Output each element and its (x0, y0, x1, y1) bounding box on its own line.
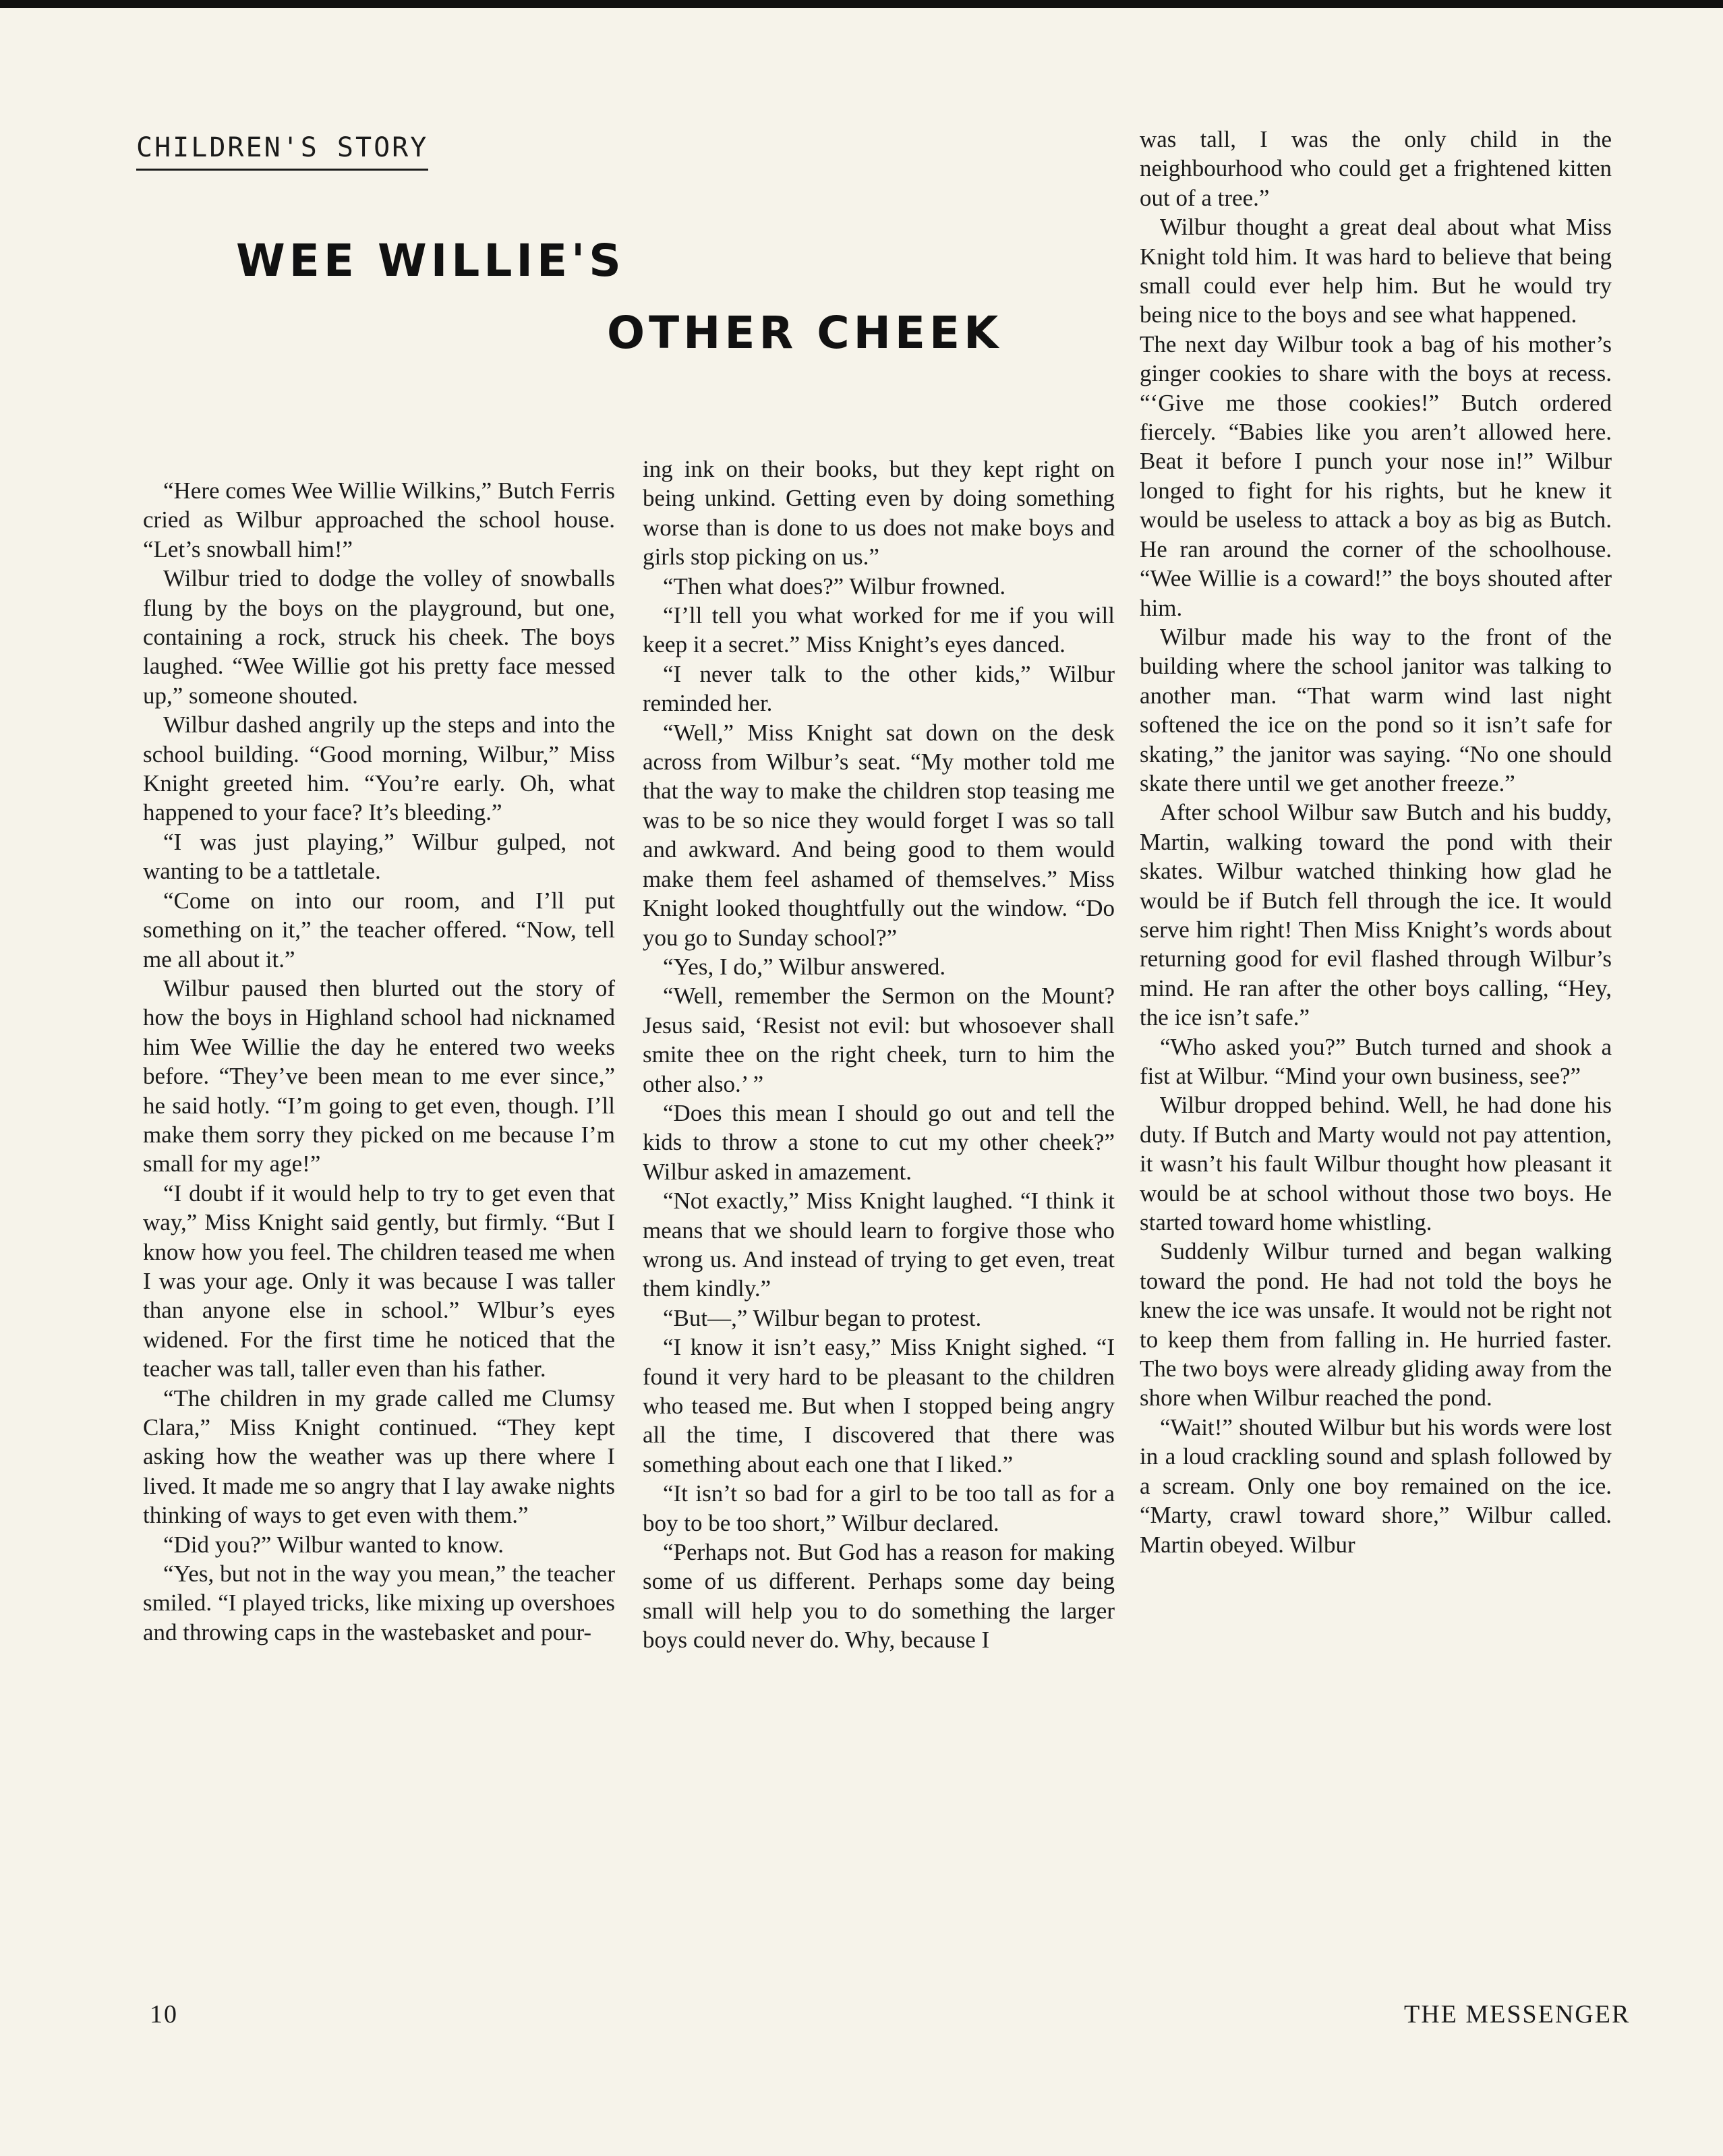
paragraph: “But—,” Wilbur began to protest. (663, 1304, 982, 1331)
paragraph: “Well, remember the Sermon on the Mount? Jesus said, ‘Resist not evil: but whosoever shall smite thee on the right cheek, turn to him the other also.’ ” (643, 983, 1115, 1097)
paragraph: The next day Wilbur took a bag of his mother’s ginger cookies to share with the boys at recess. “‘Give me those cookies!” Butch ordered fiercely. “Babies like you aren’t allowed here. Beat it before I punch your nose in!” Wilbur longed to fight for his rights, but he knew it would be useless to attack a boy as big as Butch. He ran around the corner of the schoolhouse. “Wee Willie is a coward!” the boys shouted after him. (1140, 330, 1612, 621)
page-number: 10 (150, 2000, 178, 2029)
section-label: CHILDREN'S STORY (136, 132, 428, 171)
story-title-line-1: WEE WILLIE'S (236, 235, 625, 287)
paragraph: Suddenly Wilbur turned and began walking toward the pond. He had not told the boys he knew the ice was unsafe. It would not be right not to keep them from falling in. He hurried faster. The two boys were already gliding away from the shore when Wilbur reached the pond. (1140, 1238, 1612, 1411)
paragraph: “I doubt if it would help to try to get even that way,” Miss Knight said gently, but firmly. “But I know how you feel. The children teased me when I was your age. Only it was because I was taller than anyone else in school.” Wlbur’s eyes widened. For the first time he noticed that the teacher was tall, taller even than his father. (143, 1179, 615, 1382)
paragraph: “Does this mean I should go out and tell the kids to throw a stone to cut my other cheek?” Wilbur asked in amazement. (643, 1099, 1115, 1185)
paragraph: Wilbur paused then blurted out the story of how the boys in Highland school had nicknamed him Wee Willie the day he entered two weeks before. “They’ve been mean to me ever since,” he said hotly. “I’m going to get even, though. I’ll make them sorry they picked on me because I’m small for my age!” (143, 974, 615, 1177)
paragraph: “Here comes Wee Willie Wilkins,” Butch Ferris cried as Wilbur approached the school house. “Let’s snowball him!” (143, 477, 615, 562)
story-title-line-2: OTHER CHEEK (607, 307, 1003, 359)
top-edge-rule (0, 0, 1723, 8)
paragraph: “I never talk to the other kids,” Wilbur reminded her. (643, 660, 1115, 717)
story-column-3 (1140, 125, 1612, 1559)
publication-name: THE MESSENGER (1404, 2000, 1631, 2029)
paragraph: “Then what does?” Wilbur frowned. (663, 573, 1006, 600)
paragraph: “Who asked you?” Butch turned and shook a fist at Wilbur. “Mind your own business, see?” (1140, 1033, 1612, 1089)
paragraph: “The children in my grade called me Clumsy Clara,” Miss Knight continued. “They kept asking how the weather was up there where I lived. It made me so angry that I lay awake nights thinking of ways to get even with them.” (143, 1385, 615, 1529)
paragraph: “Yes, I do,” Wilbur answered. (663, 953, 946, 980)
paragraph: “Not exactly,” Miss Knight laughed. “I think it means that we should learn to forgive those who wrong us. And instead of trying to get even, treat them kindly.” (643, 1188, 1115, 1302)
paragraph: “It isn’t so bad for a girl to be too tall as for a boy to be too short,” Wilbur declared. (643, 1480, 1115, 1536)
paragraph-continued: ing ink on their books, but they kept right on being unkind. Getting even by doing something worse than is done to us does not make boys and girls stop picking on us.” (643, 456, 1115, 571)
paragraph: “I was just playing,” Wilbur gulped, not wanting to be a tattletale. (143, 828, 615, 885)
paragraph: Wilbur thought a great deal about what Miss Knight told him. It was hard to believe that being small could ever help him. But he would try being nice to the boys and see what happened. (1140, 214, 1612, 328)
paragraph: “I know it isn’t easy,” Miss Knight sighed. “I found it very hard to be pleasant to the children who teased me. But when I stopped being angry all the time, I discovered that there was something about each one that I liked.” (643, 1334, 1115, 1478)
paragraph: “Perhaps not. But God has a reason for making some of us different. Perhaps some day being small will help you to do something the larger boys could never do. Why, because I (643, 1539, 1115, 1654)
paragraph: “I’ll tell you what worked for me if you will keep it a secret.” Miss Knight’s eyes danced. (643, 602, 1115, 658)
paragraph: “Wait!” shouted Wilbur but his words were lost in a loud crackling sound and splash followed by a scream. Only one boy remained on the ice. “Marty, crawl toward shore,” Wilbur called. Martin obeyed. Wilbur (1140, 1414, 1612, 1558)
paragraph: Wilbur tried to dodge the volley of snowballs flung by the boys on the playground, but one, containing a rock, struck his cheek. The boys laughed. “Wee Willie got his pretty face messed up,” someone shouted. (143, 565, 615, 709)
paragraph: “Well,” Miss Knight sat down on the desk across from Wilbur’s seat. “My mother told me that the way to make the children stop teasing me was to be so nice they would forget I was so tall and awkward. And being good to them would make them feel ashamed of themselves.” Miss Knight looked thoughtfully out the window. “Do you go to Sunday school?” (643, 719, 1115, 951)
paragraph: Wilbur dropped behind. Well, he had done his duty. If Butch and Marty would not pay attention, it wasn’t his fault Wilbur thought how pleasant it would be at school without those two boys. He started toward home whistling. (1140, 1092, 1612, 1236)
paragraph: “Yes, but not in the way you mean,” the teacher smiled. “I played tricks, like mixing up overshoes and throwing caps in the wastebasket and pour- (143, 1561, 615, 1645)
paragraph-continued: was tall, I was the only child in the neighbourhood who could get a frightened kitten out of a tree.” (1140, 126, 1612, 211)
paragraph: “Come on into our room, and I’ll put something on it,” the teacher offered. “Now, tell me all about it.” (143, 887, 615, 972)
story-column-1 (143, 476, 615, 1647)
paragraph: “Did you?” Wilbur wanted to know. (163, 1531, 504, 1558)
paragraph: After school Wilbur saw Butch and his buddy, Martin, walking toward the pond with their skates. Wilbur watched thinking how glad he would be if Butch fell through the ice. It would serve him right! Then Miss Knight’s words about returning good for evil flashed through Wilbur’s mind. He ran after the other boys calling, “Hey, the ice isn’t safe.” (1140, 799, 1612, 1031)
paragraph: Wilbur made his way to the front of the building where the school janitor was talking to another man. “That warm wind last night softened the ice on the pond so it isn’t safe for skating,” the janitor was saying. “No one should skate there until we get another freeze.” (1140, 623, 1612, 796)
story-column-2 (643, 455, 1115, 1655)
paragraph: Wilbur dashed angrily up the steps and into the school building. “Good morning, Wilbur,” Miss Knight greeted him. “You’re early. Oh, what happened to your face? It’s bleeding.” (143, 711, 615, 826)
